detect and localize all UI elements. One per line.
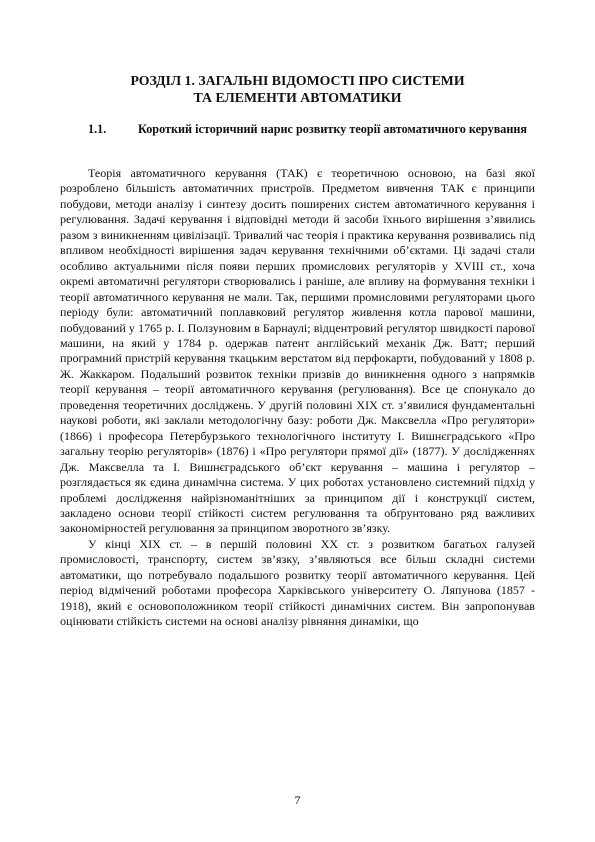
chapter-title-line-1: РОЗДІЛ 1. ЗАГАЛЬНІ ВІДОМОСТІ ПРО СИСТЕМИ bbox=[130, 73, 465, 88]
body-text bbox=[60, 166, 535, 630]
chapter-title bbox=[60, 72, 535, 106]
paragraph: У кінці ХІХ ст. – в першій половині ХХ ст. з розвитком багатьох галузей промисловості, транспорту, систем зв’язку, з’являються все більш складні системи автоматики, що потребувало подальшого розвитку теорії автоматичного керування. Цей період відмічений роботами професора Харківського університету О. Ляпунова (1857 - 1918), який є основоположником теорії стійкості динамічних систем. Він запропонував оцінювати стійкість системи на основі аналізу рівняння динаміки, що bbox=[60, 536, 535, 629]
chapter-title-line-2: ТА ЕЛЕМЕНТИ АВТОМАТИКИ bbox=[193, 90, 402, 105]
section-title: Короткий історичний нарис розвитку теорії автоматичного керування bbox=[137, 122, 528, 136]
section-heading bbox=[88, 122, 535, 137]
paragraph: Теорія автоматичного керування (ТАК) є теоретичною основою, на базі якої розроблено більшість автоматичних пристроїв. Предметом вивчення ТАК є принципи побудови, методи аналізу і синтезу досить поширених систем автоматичного керування і регулювання. Задачі керування і відповідні методи й засоби їхнього вирішення з’явились разом з виникненням цивілізації. Тривалий час теорія і практика керування розвивались під впливом необхідності вирішення задач керування технічними об’єктами. Ці задачі стали особливо актуальними після появи перших промислових регуляторів у XVIII ст., хоча окремі автоматичні регулятори створювались і раніше, але впливу на формування техніки і теорії автоматичного керування не мали. Так, першими промисловими регуляторами цього періоду були: автоматичний поплавковий регулятор живлення котла парової машини, побудований у 1765 р. І. Ползуновим в Барнаулі; відцентровий регулятор швидкості парової машини, на який у 1784 р. одержав патент англійський механік Дж. Ватт; перший програмний пристрій керування ткацьким верстатом від перфокарти, побудований у 1808 р. Ж. Жаккаром. Подальший розвиток техніки призвів до виникнення одного з напрямків теорії керування – теорії автоматичного керування (регулювання). Все це спонукало до проведення теоретичних досліджень. У другій половині ХІХ ст. з’явилися фундаментальні наукові роботи, які заклали методологічну базу: роботи Дж. Максвелла «Про регулятори» (1866) і професора Петербурзького технологічного інституту І. Вишнєградського «Про загальну теорію регуляторів» (1876) і «Про регулятори прямої дії» (1877). У дослідженнях Дж. Максвелла та І. Вишнєградського об’єкт керування – машина і регулятор – розглядається як єдина динамічна система. У цих роботах установлено системний підхід у проблемі дослідження найрізноманітніших за принципом дії і конструкції систем, закладено основи теорії стійкості систем регулювання та обґрунтовано ряд важливих закономірностей регулювання за принципом зворотного зв’язку. bbox=[60, 166, 535, 536]
section-number: 1.1. bbox=[88, 122, 107, 136]
page-number: 7 bbox=[294, 793, 301, 807]
